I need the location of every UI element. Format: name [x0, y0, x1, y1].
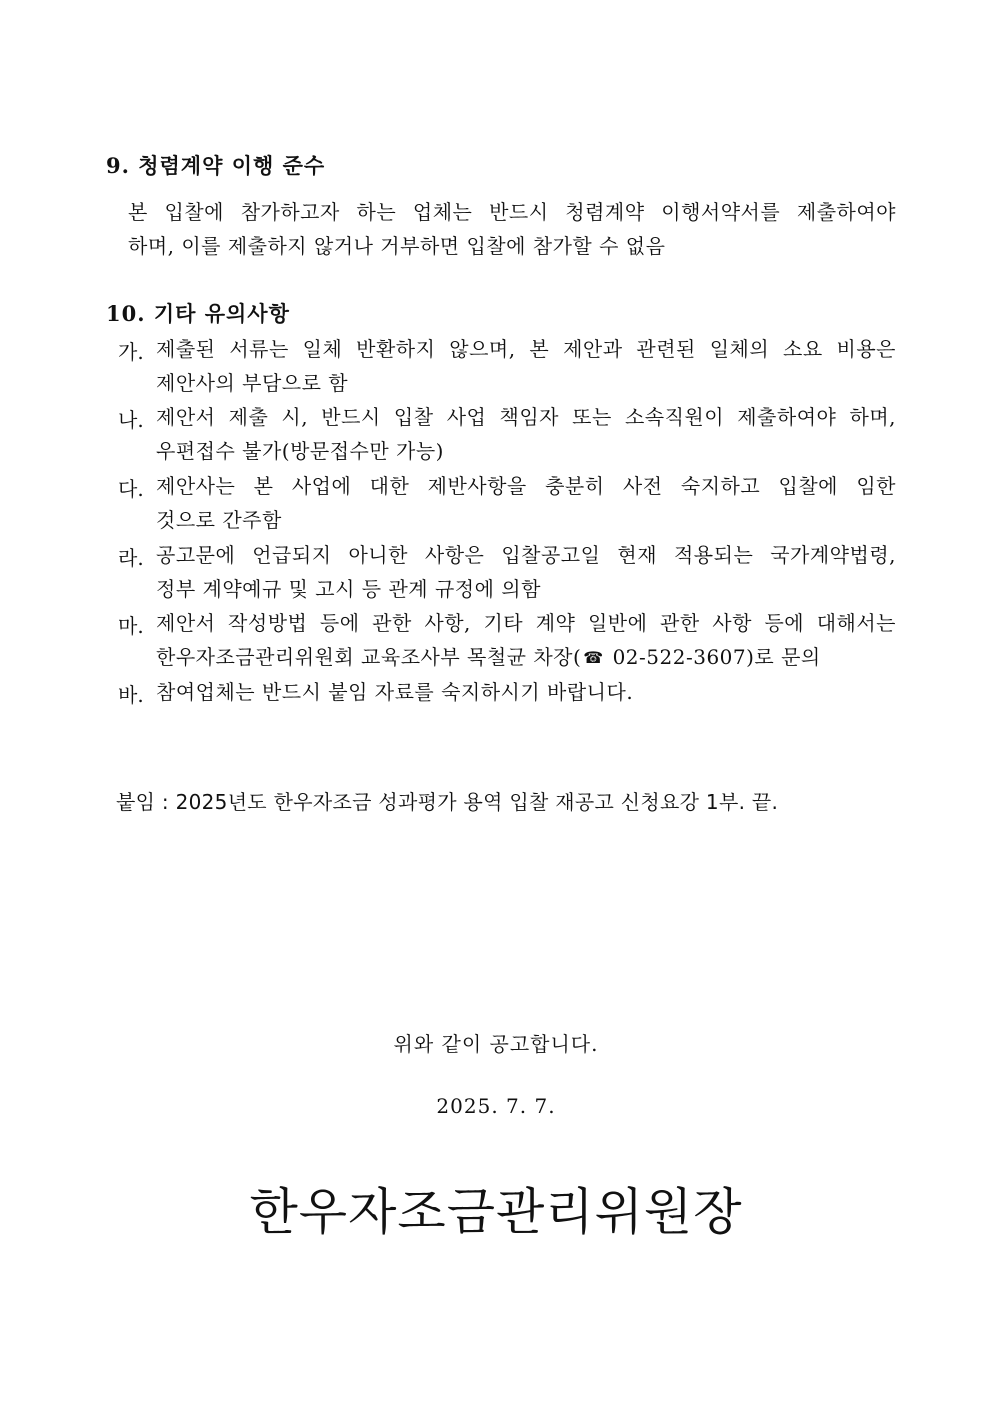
item-ra-line-2: 정부 계약예규 및 고시 등 관계 규정에 의함 — [156, 577, 541, 601]
item-ba — [156, 675, 896, 709]
item-ra — [156, 538, 896, 606]
item-da — [156, 469, 896, 537]
item-da-line-2: 것으로 간주함 — [156, 508, 282, 532]
item-ma-line-1: 제안서 작성방법 등에 관한 사항, 기타 계약 일반에 관한 사항 등에 대해서는 — [156, 611, 896, 635]
section-9-line-1: 본 입찰에 참가하고자 하는 업체는 반드시 청렴계약 이행서약서를 제출하여야 — [128, 200, 896, 224]
item-da-line-1: 제안사는 본 사업에 대한 제반사항을 충분히 사전 숙지하고 입찰에 임한 — [156, 474, 896, 498]
item-marker-ba: 바. — [118, 683, 144, 707]
item-ga-line-1: 제출된 서류는 일체 반환하지 않으며, 본 제안과 관련된 일체의 소요 비용은 — [156, 337, 896, 361]
item-marker-ma: 마. — [118, 614, 144, 638]
item-ga — [156, 332, 896, 400]
section-9-heading: 9. 청렴계약 이행 준수 — [106, 153, 326, 178]
item-marker-da: 다. — [118, 477, 144, 501]
item-ga-line-2: 제안사의 부담으로 함 — [156, 371, 349, 395]
telephone-icon: ☎ — [583, 648, 604, 667]
item-marker-na: 나. — [118, 408, 144, 432]
item-ma-line-2 — [156, 640, 896, 675]
item-na — [156, 400, 896, 468]
item-ma — [156, 606, 896, 675]
announcement-date: 2025. 7. 7. — [436, 1094, 556, 1118]
attachment-note: 붙임 : 2025년도 한우자조금 성과평가 용역 입찰 재공고 신청요강 1부. 끝. — [116, 790, 779, 814]
item-ba-line-1: 참여업체는 반드시 붙임 자료를 숙지하시기 바랍니다. — [156, 680, 634, 704]
item-marker-ra: 라. — [118, 546, 144, 570]
issuer-signature: 한우자조금관리위원장 — [249, 1183, 743, 1241]
item-ra-line-1: 공고문에 언급되지 아니한 사항은 입찰공고일 현재 적용되는 국가계약법령, — [156, 543, 896, 567]
section-9-line-2: 하며, 이를 제출하지 않거나 거부하면 입찰에 참가할 수 없음 — [128, 234, 666, 258]
item-na-line-1: 제안서 제출 시, 반드시 입찰 사업 책임자 또는 소속직원이 제출하여야 하며, — [156, 405, 896, 429]
section-10-heading: 10. 기타 유의사항 — [106, 301, 290, 326]
item-ma-line-2-suffix: 02-522-3607)로 문의 — [605, 645, 821, 669]
item-marker-ga: 가. — [118, 340, 144, 364]
item-na-line-2: 우편접수 불가(방문접수만 가능) — [156, 439, 444, 463]
announcement-text: 위와 같이 공고합니다. — [393, 1032, 599, 1056]
item-ma-line-2-prefix: 한우자조금관리위원회 교육조사부 목철균 차장( — [156, 645, 582, 669]
